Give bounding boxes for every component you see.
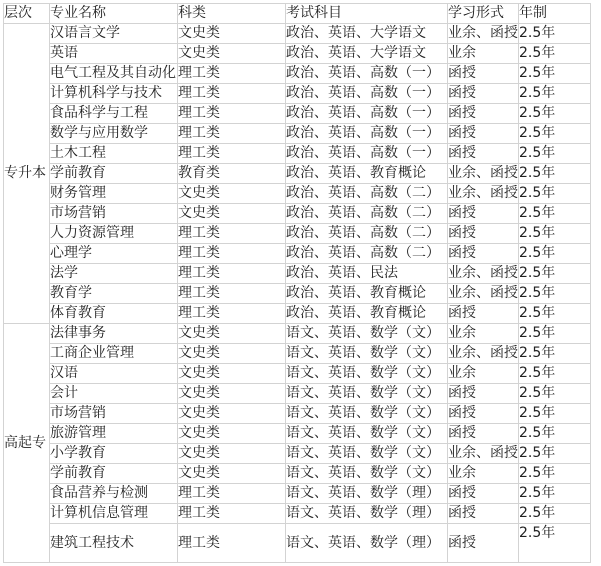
duration-cell: 2.5年 (519, 124, 591, 144)
duration-cell: 2.5年 (519, 484, 591, 504)
duration-cell: 2.5年 (519, 464, 591, 484)
subjects-cell: 政治、英语、高数（一） (286, 64, 448, 84)
category-cell: 理工类 (178, 244, 286, 264)
mode-cell: 函授 (448, 144, 519, 164)
category-cell: 文史类 (178, 364, 286, 384)
column-header-subjects: 考试科目 (286, 4, 448, 24)
major-cell: 法学 (50, 264, 178, 284)
table-row (4, 44, 591, 64)
category-cell: 理工类 (178, 104, 286, 124)
level-cell: 专升本 (4, 24, 50, 324)
table-body (4, 24, 591, 563)
duration-cell: 2.5年 (519, 24, 591, 44)
subjects-cell: 政治、英语、高数（一） (286, 104, 448, 124)
duration-cell: 2.5年 (519, 444, 591, 464)
subjects-cell: 政治、英语、教育概论 (286, 284, 448, 304)
major-cell: 体育教育 (50, 304, 178, 324)
category-cell: 文史类 (178, 24, 286, 44)
table-row (4, 184, 591, 204)
subjects-cell: 政治、英语、教育概论 (286, 304, 448, 324)
duration-cell: 2.5年 (519, 424, 591, 444)
subjects-cell: 政治、英语、高数（二） (286, 224, 448, 244)
category-cell: 文史类 (178, 444, 286, 464)
mode-cell: 业余、函授 (448, 264, 519, 284)
table-row (4, 264, 591, 284)
subjects-cell: 语文、英语、数学（文） (286, 344, 448, 364)
table-row (4, 504, 591, 524)
major-cell: 学前教育 (50, 164, 178, 184)
duration-cell: 2.5年 (519, 104, 591, 124)
table-row (4, 464, 591, 484)
column-header-category: 科类 (178, 4, 286, 24)
mode-cell: 业余、函授 (448, 444, 519, 464)
major-cell: 食品科学与工程 (50, 104, 178, 124)
category-cell: 理工类 (178, 504, 286, 524)
category-cell: 教育类 (178, 164, 286, 184)
major-cell: 数学与应用数学 (50, 124, 178, 144)
category-cell: 理工类 (178, 484, 286, 504)
mode-cell: 函授 (448, 204, 519, 224)
mode-cell: 业余、函授 (448, 184, 519, 204)
subjects-cell: 政治、英语、民法 (286, 264, 448, 284)
table-row (4, 424, 591, 444)
mode-cell: 业余 (448, 464, 519, 484)
category-cell: 文史类 (178, 44, 286, 64)
mode-cell: 函授 (448, 404, 519, 424)
course-table (3, 3, 591, 563)
mode-cell: 业余 (448, 324, 519, 344)
table-row (4, 64, 591, 84)
subjects-cell: 语文、英语、数学（理） (286, 484, 448, 504)
table-row (4, 244, 591, 264)
category-cell: 理工类 (178, 144, 286, 164)
subjects-cell: 语文、英语、数学（文） (286, 324, 448, 344)
table-row (4, 324, 591, 344)
major-cell: 计算机科学与技术 (50, 84, 178, 104)
table-row (4, 304, 591, 324)
table-row (4, 144, 591, 164)
duration-cell: 2.5年 (519, 184, 591, 204)
mode-cell: 函授 (448, 244, 519, 264)
table-row (4, 384, 591, 404)
mode-cell: 业余、函授 (448, 164, 519, 184)
duration-cell: 2.5年 (519, 164, 591, 184)
major-cell: 旅游管理 (50, 424, 178, 444)
column-header-mode: 学习形式 (448, 4, 519, 24)
table-row (4, 24, 591, 44)
major-cell: 食品营养与检测 (50, 484, 178, 504)
category-cell: 文史类 (178, 184, 286, 204)
major-cell: 汉语言文学 (50, 24, 178, 44)
table-row (4, 364, 591, 384)
duration-cell: 2.5年 (519, 224, 591, 244)
mode-cell: 函授 (448, 424, 519, 444)
duration-cell: 2.5年 (519, 384, 591, 404)
major-cell: 英语 (50, 44, 178, 64)
mode-cell: 函授 (448, 104, 519, 124)
category-cell: 文史类 (178, 404, 286, 424)
category-cell: 文史类 (178, 324, 286, 344)
major-cell: 法律事务 (50, 324, 178, 344)
mode-cell: 函授 (448, 224, 519, 244)
mode-cell: 业余、函授 (448, 24, 519, 44)
category-cell: 文史类 (178, 424, 286, 444)
subjects-cell: 语文、英语、数学（文） (286, 384, 448, 404)
table-row (4, 344, 591, 364)
major-cell: 财务管理 (50, 184, 178, 204)
duration-cell: 2.5年 (519, 144, 591, 164)
duration-cell: 2.5年 (519, 64, 591, 84)
major-cell: 心理学 (50, 244, 178, 264)
column-header-duration: 年制 (519, 4, 591, 24)
major-cell: 工商企业管理 (50, 344, 178, 364)
subjects-cell: 语文、英语、数学（文） (286, 404, 448, 424)
table-row (4, 84, 591, 104)
major-cell: 小学教育 (50, 444, 178, 464)
subjects-cell: 语文、英语、数学（文） (286, 464, 448, 484)
duration-cell: 2.5年 (519, 264, 591, 284)
major-cell: 电气工程及其自动化 (50, 64, 178, 84)
duration-cell: 2.5年 (519, 304, 591, 324)
table-header (4, 4, 591, 24)
category-cell: 理工类 (178, 264, 286, 284)
category-cell: 理工类 (178, 124, 286, 144)
category-cell: 文史类 (178, 344, 286, 364)
category-cell: 理工类 (178, 224, 286, 244)
category-cell: 理工类 (178, 284, 286, 304)
mode-cell: 业余 (448, 364, 519, 384)
mode-cell: 业余 (448, 44, 519, 64)
duration-cell: 2.5年 (519, 84, 591, 104)
table-row (4, 204, 591, 224)
duration-cell: 2.5年 (519, 404, 591, 424)
duration-cell: 2.5年 (519, 364, 591, 384)
column-header-level: 层次 (4, 4, 50, 24)
subjects-cell: 政治、英语、高数（一） (286, 84, 448, 104)
level-cell: 高起专 (4, 324, 50, 563)
mode-cell: 函授 (448, 384, 519, 404)
mode-cell: 业余、函授 (448, 284, 519, 304)
duration-cell: 2.5年 (519, 524, 591, 563)
table-row (4, 104, 591, 124)
subjects-cell: 语文、英语、数学（理） (286, 504, 448, 524)
category-cell: 理工类 (178, 64, 286, 84)
table-row (4, 444, 591, 464)
duration-cell: 2.5年 (519, 504, 591, 524)
table-row (4, 484, 591, 504)
subjects-cell: 政治、英语、大学语文 (286, 24, 448, 44)
major-cell: 学前教育 (50, 464, 178, 484)
mode-cell: 函授 (448, 504, 519, 524)
subjects-cell: 政治、英语、高数（二） (286, 204, 448, 224)
major-cell: 教育学 (50, 284, 178, 304)
subjects-cell: 政治、英语、高数（二） (286, 184, 448, 204)
category-cell: 理工类 (178, 304, 286, 324)
category-cell: 文史类 (178, 204, 286, 224)
major-cell: 建筑工程技术 (50, 524, 178, 563)
major-cell: 市场营销 (50, 404, 178, 424)
mode-cell: 函授 (448, 304, 519, 324)
duration-cell: 2.5年 (519, 244, 591, 264)
subjects-cell: 语文、英语、数学（理） (286, 524, 448, 563)
table-row (4, 524, 591, 563)
duration-cell: 2.5年 (519, 344, 591, 364)
category-cell: 理工类 (178, 84, 286, 104)
mode-cell: 函授 (448, 124, 519, 144)
mode-cell: 函授 (448, 84, 519, 104)
subjects-cell: 语文、英语、数学（文） (286, 424, 448, 444)
duration-cell: 2.5年 (519, 44, 591, 64)
duration-cell: 2.5年 (519, 324, 591, 344)
subjects-cell: 政治、英语、高数（一） (286, 124, 448, 144)
mode-cell: 函授 (448, 64, 519, 84)
column-header-major: 专业名称 (50, 4, 178, 24)
subjects-cell: 政治、英语、教育概论 (286, 164, 448, 184)
duration-cell: 2.5年 (519, 204, 591, 224)
table-row (4, 124, 591, 144)
duration-cell: 2.5年 (519, 284, 591, 304)
subjects-cell: 政治、英语、高数（二） (286, 244, 448, 264)
mode-cell: 函授 (448, 524, 519, 563)
table-row (4, 284, 591, 304)
category-cell: 理工类 (178, 524, 286, 563)
major-cell: 计算机信息管理 (50, 504, 178, 524)
mode-cell: 函授 (448, 484, 519, 504)
mode-cell: 业余、函授 (448, 344, 519, 364)
subjects-cell: 政治、英语、高数（一） (286, 144, 448, 164)
category-cell: 文史类 (178, 464, 286, 484)
subjects-cell: 语文、英语、数学（文） (286, 364, 448, 384)
major-cell: 土木工程 (50, 144, 178, 164)
major-cell: 市场营销 (50, 204, 178, 224)
subjects-cell: 语文、英语、数学（文） (286, 444, 448, 464)
major-cell: 会计 (50, 384, 178, 404)
table-row (4, 404, 591, 424)
major-cell: 汉语 (50, 364, 178, 384)
subjects-cell: 政治、英语、大学语文 (286, 44, 448, 64)
major-cell: 人力资源管理 (50, 224, 178, 244)
table-header-row (4, 4, 591, 24)
category-cell: 文史类 (178, 384, 286, 404)
table-row (4, 164, 591, 184)
table-row (4, 224, 591, 244)
